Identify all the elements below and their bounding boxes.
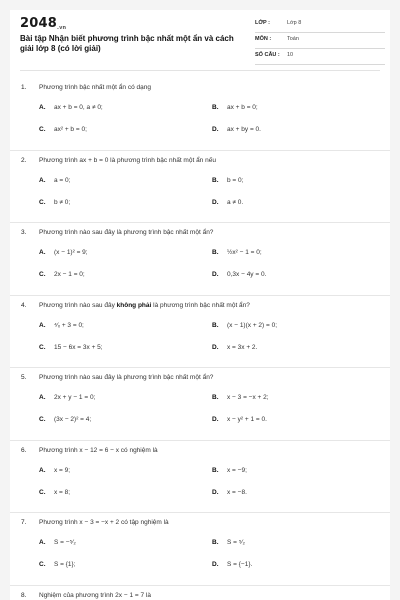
question-7 [10,513,390,586]
question-1 [10,78,390,151]
question-text: Phương trình bậc nhất một ẩn có dạng [39,84,151,91]
question-3 [10,223,390,296]
option-a[interactable]: A. 2x + y − 1 = 0; [39,394,96,401]
question-text: Nghiệm của phương trình 2x − 1 = 7 là [39,591,151,599]
option-a[interactable]: A. x = 9; [39,466,71,474]
option-d[interactable]: D. 0,3x − 4y = 0. [212,271,267,278]
option-d[interactable]: D. a ≠ 0. [212,198,244,206]
question-number: 5. [21,374,27,381]
option-b[interactable]: B. b = 0; [212,176,244,184]
worksheet-meta [255,17,385,65]
page-title: Bài tập Nhận biết phương trình bậc nhất một ẩn và cách giải lớp 8 (có lời giải) [20,34,234,53]
option-c[interactable]: C. 15 − 6x = 3x + 5; [39,343,103,351]
option-d[interactable]: D. x − y² + 1 = 0. [212,416,267,423]
question-text: Phương trình x − 3 = −x + 2 có tập nghiệm là [39,519,169,526]
option-a[interactable]: A. (x − 1)² = 9; [39,249,88,256]
question-6 [10,441,390,514]
option-a[interactable]: A. ⁴⁄ₓ + 3 = 0; [39,321,84,329]
question-text: Phương trình nào sau đây không phải là phương trình bậc nhất một ẩn? [39,301,250,309]
meta-grade: LỚP : Lớp 8 [255,17,385,33]
question-number: 7. [21,519,27,526]
question-text: Phương trình nào sau đây là phương trình bậc nhất một ẩn? [39,229,214,236]
option-d[interactable]: D. x = −8. [212,488,247,496]
question-list [10,78,390,600]
option-a[interactable]: A. ax + b = 0, a ≠ 0; [39,104,103,111]
question-number: 8. [21,591,27,599]
option-d[interactable]: D. S = {−1}. [212,561,253,568]
worksheet-page [10,10,390,600]
option-b[interactable]: B. S = ⁵⁄₂ [212,539,246,546]
question-4 [10,296,390,369]
question-number: 1. [21,84,27,91]
emphasis-text: không phải [116,301,152,309]
option-c[interactable]: C. (3x − 2)² = 4; [39,416,92,423]
header-divider [20,70,380,71]
option-d[interactable]: D. ax + by = 0. [212,126,261,133]
question-text: Phương trình ax + b = 0 là phương trình bậc nhất một ẩn nếu [39,156,216,164]
option-b[interactable]: B. ½x² − 1 = 0; [212,249,262,256]
question-number: 6. [21,446,27,454]
option-c[interactable]: C. ax² + b = 0; [39,126,87,133]
option-c[interactable]: C. x = 8; [39,488,71,496]
question-5 [10,368,390,441]
question-number: 4. [21,301,27,309]
question-text: Phương trình nào sau đây là phương trình bậc nhất một ẩn? [39,374,214,381]
question-number: 2. [21,156,27,164]
meta-question-count: SỐ CÂU : 10 [255,49,385,65]
option-b[interactable]: B. x − 3 = −x + 2; [212,394,269,401]
question-text: Phương trình x − 12 = 6 − x có nghiệm là [39,446,158,454]
question-number: 3. [21,229,27,236]
option-c[interactable]: C. b ≠ 0; [39,198,71,206]
option-d[interactable]: D. x = 3x + 2. [212,343,258,351]
question-2 [10,151,390,224]
option-a[interactable]: A. S = −⁵⁄₂ [39,539,76,546]
option-b[interactable]: B. (x − 1)(x + 2) = 0; [212,321,278,329]
site-logo[interactable]: 2048.vn [20,16,67,31]
option-c[interactable]: C. 2x − 1 = 0; [39,271,85,278]
question-8 [10,586,390,600]
option-b[interactable]: B. ax + b = 0; [212,104,258,111]
option-c[interactable]: C. S = {1}; [39,561,76,568]
option-b[interactable]: B. x = −9; [212,466,247,474]
meta-subject: MÔN : Toán [255,33,385,49]
option-a[interactable]: A. a = 0; [39,176,71,184]
worksheet-header [10,10,390,72]
